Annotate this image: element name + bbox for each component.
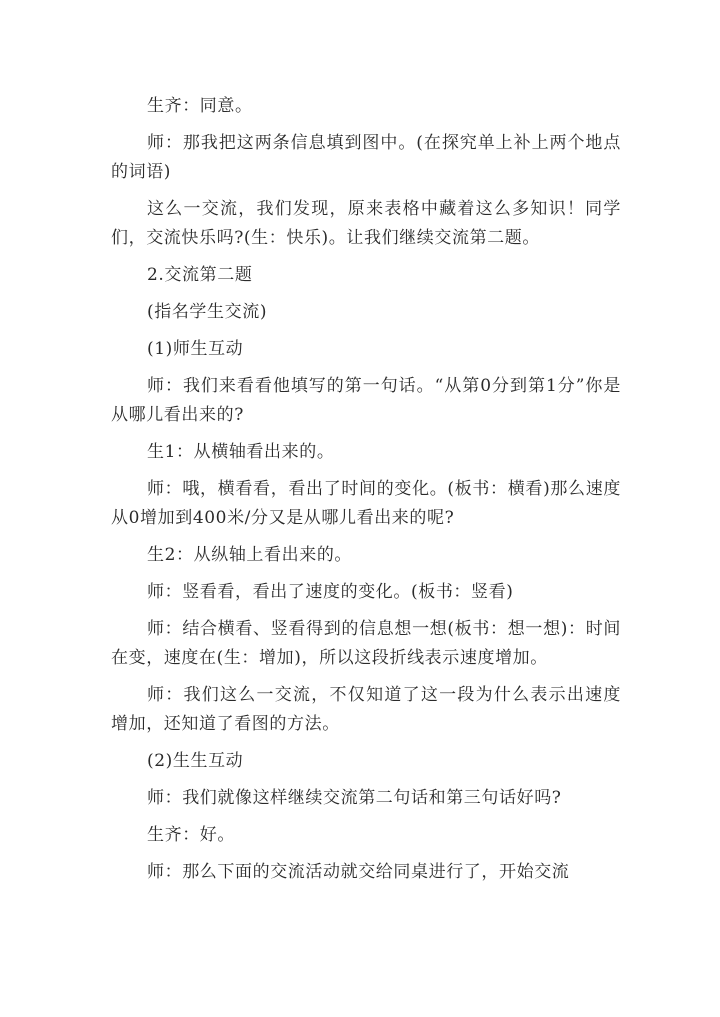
paragraph: 这么一交流，我们发现，原来表格中藏着这么多知识！同学们，交流快乐吗?(生：快乐)。让我们继续交流第二题。 [111, 199, 621, 248]
paragraph: 师：那么下面的交流活动就交给同桌进行了，开始交流 [147, 862, 570, 882]
document-body [111, 92, 621, 895]
paragraph: 生1：从横轴看出来的。 [147, 442, 335, 462]
paragraph: 生2：从纵轴上看出来的。 [147, 545, 353, 565]
paragraph: (2)生生互动 [147, 751, 244, 771]
paragraph: 师：哦，横看看，看出了时间的变化。(板书：横看)那么速度从0增加到400米/分又是从哪儿看出来的呢? [111, 479, 621, 528]
paragraph: 师：我们这么一交流，不仅知道了这一段为什么表示出速度增加，还知道了看图的方法。 [111, 685, 621, 734]
paragraph: 生齐：同意。 [147, 96, 253, 116]
paragraph: 师：我们就像这样继续交流第二句话和第三句话好吗? [147, 788, 562, 808]
paragraph: 生齐：好。 [147, 825, 235, 845]
paragraph: 师：那我把这两条信息填到图中。(在探究单上补上两个地点的词语) [111, 133, 621, 182]
paragraph: (指名学生交流) [147, 302, 268, 322]
paragraph: 师：结合横看、竖看得到的信息想一想(板书：想一想)：时间在变，速度在(生：增加)，所以这段折线表示速度增加。 [111, 619, 621, 668]
paragraph: 师：竖看看，看出了速度的变化。(板书：竖看) [147, 582, 514, 602]
paragraph: (1)师生互动 [147, 339, 244, 359]
paragraph: 2.交流第二题 [147, 265, 253, 285]
paragraph: 师：我们来看看他填写的第一句话。“从第0分到第1分”你是从哪儿看出来的? [111, 376, 621, 425]
